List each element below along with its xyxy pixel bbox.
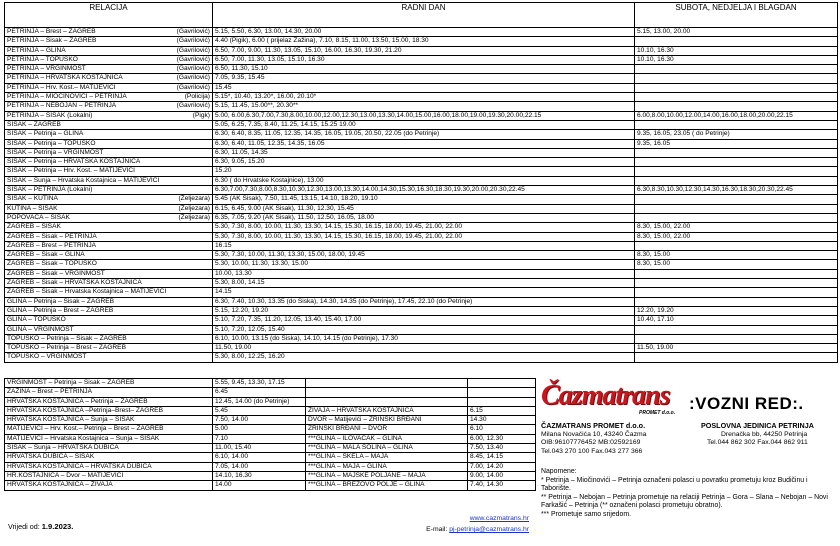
route-name-2: ŽIVAJA – HRVATSKA KOSTAJNICA bbox=[306, 406, 468, 415]
route-name-2: ***GLINA – SKELA – MAJA bbox=[306, 453, 468, 462]
route-name: HRVATSKA KOSTAJNICA – ŽIVAJA bbox=[5, 481, 213, 490]
route-operator: (Pigk) bbox=[192, 111, 210, 119]
lower-timetable-row bbox=[5, 406, 536, 415]
timetable-row bbox=[5, 204, 838, 213]
relacija-header: RELACIJA bbox=[5, 3, 213, 28]
route-operator: (Gavrilović) bbox=[176, 46, 210, 54]
weekday-times: 5.30, 10.00, 11.30, 13.30, 15.00 bbox=[213, 260, 635, 269]
route-times-2: 7.40, 14.30 bbox=[468, 481, 536, 490]
radni-dan-header: RADNI DAN bbox=[213, 3, 635, 28]
route-times: 7.10 bbox=[213, 434, 306, 443]
route-cell bbox=[5, 102, 213, 111]
route-name: HRVATSKA KOSTAJNICA – Sunja – SISAK bbox=[5, 416, 213, 425]
route-operator: (Gavrilović) bbox=[176, 37, 210, 45]
route-name: SISAK – Petrinja – VRGINMOST bbox=[7, 148, 104, 156]
website-link[interactable]: www.cazmatrans.hr bbox=[469, 515, 529, 522]
weekday-times: 5.45 (AK Sisak), 7.50, 11.45, 13.15, 14.10, 18.20, 19.10 bbox=[213, 195, 635, 204]
route-name: PETRINJA – Sisak – ZAGREB bbox=[7, 37, 97, 45]
route-cell bbox=[5, 130, 213, 139]
timetable-row bbox=[5, 74, 838, 83]
company-info-block bbox=[535, 380, 837, 542]
note-2: ** Petrinja – Nebojan – Petrinja prometuje na relaciji Petrinja – Gora – Slana – Nebojan – Novi Farkašić – Petrinja (** označeni polasci prometuju obratno). bbox=[541, 493, 828, 510]
route-times-2: 7.50, 13.40 bbox=[468, 444, 536, 453]
route-cell bbox=[5, 83, 213, 92]
main-timetable-body bbox=[5, 28, 838, 363]
weekday-times: 6.50, 7.00, 9.00, 11.30, 13.05, 15.10, 16.00, 16.30, 19.30, 21.20 bbox=[213, 46, 635, 55]
weekend-times bbox=[635, 353, 838, 362]
timetable-row bbox=[5, 241, 838, 250]
route-name-2: ***GLINA – ILOVAČAK – GLINA bbox=[306, 434, 468, 443]
weekend-times: 10.10, 16.30 bbox=[635, 46, 838, 55]
timetable-row bbox=[5, 232, 838, 241]
route-name: PETRINJA – Brest – ZAGREB bbox=[7, 28, 96, 35]
route-name: MATIJEVIĆI – Hrvatska Kostajnica – Sunja – SISAK bbox=[5, 434, 213, 443]
weekday-times: 5.30, 7.30, 10.00, 11.30, 13.30, 15.00, 18.00, 19.45 bbox=[213, 251, 635, 260]
weekday-times: 5.10, 7.20, 12.05, 15.40 bbox=[213, 325, 635, 334]
route-name: SISAK – PETRINJA (Lokalni) bbox=[7, 186, 93, 194]
company-tel: Tel.043 270 100 Fax.043 277 366 bbox=[541, 447, 643, 455]
weekend-times: 10.10, 16.30 bbox=[635, 55, 838, 64]
route-name: ZAGREB – Brest – PETRINJA bbox=[7, 241, 97, 249]
timetable-row bbox=[5, 213, 838, 222]
route-cell bbox=[5, 288, 213, 297]
weekday-times: 15.20 bbox=[213, 167, 635, 176]
route-name-2 bbox=[306, 379, 468, 388]
route-times: 5.55, 9.45, 13.30, 17.15 bbox=[213, 379, 306, 388]
route-name: ZAGREB – Sisak – VRGINMOST bbox=[7, 269, 105, 277]
route-name: HR.KOSTAJNICA – Dvor – MATIJEVIĆI bbox=[5, 471, 213, 480]
route-name: PETRINJA – MIOČINOVIĆI – PETRINJA bbox=[7, 93, 127, 101]
weekday-times: 6.15, 6.45, 9.00 (AK Sisak), 11.30, 12.30, 15.45 bbox=[213, 204, 635, 213]
company-details bbox=[541, 422, 646, 456]
route-times: 5.45 bbox=[213, 406, 306, 415]
lower-timetable-row bbox=[5, 425, 536, 434]
weekday-times: 16.15 bbox=[213, 241, 635, 250]
route-name: PETRINJA – GLINA bbox=[7, 46, 66, 54]
weekend-times bbox=[635, 148, 838, 157]
timetable-row bbox=[5, 325, 838, 334]
route-name: ZAGREB – Sisak – HRVATSKA KOSTAJNICA bbox=[7, 279, 142, 287]
route-name: POPOVAČA – SISAK bbox=[7, 213, 70, 221]
route-cell bbox=[5, 37, 213, 46]
timetable-row bbox=[5, 288, 838, 297]
route-cell bbox=[5, 167, 213, 176]
timetable-row bbox=[5, 139, 838, 148]
route-name: HRVATSKA DUBICA – SISAK bbox=[5, 453, 213, 462]
timetable-row bbox=[5, 297, 838, 306]
route-name: KUTINA – SISAK bbox=[7, 204, 58, 212]
weekday-times: 14.15 bbox=[213, 288, 635, 297]
route-name: TOPUSKO – Petrinja – Brest – ZAGREB bbox=[7, 344, 126, 352]
weekday-times: 5.00, 6.00,6.30,7.00,7.30,8.00,10.00,12.00,12.30,13.00,13.30,14.00,15.00,16.00,18.00,19.00,19.30,20.00,22.15 bbox=[213, 111, 635, 120]
route-name: PETRINJA – TOPUSKO bbox=[7, 55, 78, 63]
route-name: PETRINJA – SISAK (Lokalni) bbox=[7, 111, 93, 119]
weekday-times: 6.30, 11.05, 14.35 bbox=[213, 148, 635, 157]
weekend-times bbox=[635, 279, 838, 288]
timetable-row bbox=[5, 251, 838, 260]
route-cell bbox=[5, 297, 213, 306]
unit-details bbox=[701, 422, 814, 448]
route-name: HRVATSKA KOSTAJNICA – HRVATSKA DUBICA bbox=[5, 462, 213, 471]
timetable-row bbox=[5, 65, 838, 74]
weekend-times bbox=[635, 204, 838, 213]
route-name-2 bbox=[306, 388, 468, 397]
route-cell bbox=[5, 176, 213, 185]
weekday-times: 10.00, 13.30 bbox=[213, 269, 635, 278]
weekday-times: 5.15, 11.45, 15.00**, 20.30** bbox=[213, 102, 635, 111]
route-cell bbox=[5, 353, 213, 362]
timetable-row bbox=[5, 279, 838, 288]
route-name: PETRINJA – Hrv. Kost.– MATIJEVIĆI bbox=[7, 83, 116, 91]
route-times: 12.45, 14.00 (do Petrinje) bbox=[213, 397, 306, 406]
route-times-2: 6.15 bbox=[468, 406, 536, 415]
route-cell bbox=[5, 55, 213, 64]
timetable-row bbox=[5, 260, 838, 269]
lower-timetable-row bbox=[5, 379, 536, 388]
route-name: GLINA – TOPUSKO bbox=[7, 316, 66, 324]
valid-date: 1.9.2023. bbox=[41, 522, 74, 531]
route-cell bbox=[5, 279, 213, 288]
timetable-row bbox=[5, 186, 838, 195]
timetable-row bbox=[5, 269, 838, 278]
timetable-row bbox=[5, 306, 838, 315]
weekday-times: 6.50, 11.30, 15.10 bbox=[213, 65, 635, 74]
route-operator: (Gavrilović) bbox=[176, 55, 210, 63]
route-operator: (Gavrilović) bbox=[176, 65, 210, 73]
route-name: ZAGREB – Sisak – TOPUSKO bbox=[7, 260, 97, 268]
route-cell bbox=[5, 251, 213, 260]
weekday-times: 5.30, 8.00, 14.15 bbox=[213, 279, 635, 288]
weekday-times: 6.35, 7.05, 9.20 (AK Sisak), 11.50, 12.50, 16.05, 18.00 bbox=[213, 213, 635, 222]
weekend-times bbox=[635, 176, 838, 185]
timetable-row bbox=[5, 148, 838, 157]
route-name-2: ***GLINA – MALA SOLINA – GLINA bbox=[306, 444, 468, 453]
route-operator: (Gavrilović) bbox=[176, 28, 210, 35]
route-cell bbox=[5, 232, 213, 241]
cazmatrans-logo: Čazmatrans PROMET d.o.o. bbox=[541, 380, 676, 416]
weekend-times bbox=[635, 213, 838, 222]
weekday-times: 6.30, 7.40, 10.30, 13.35 (do Siska), 14.30, 14.35 (do Petrinje), 17.45, 22.10 (do Petrinje) bbox=[213, 297, 635, 306]
timetable-row bbox=[5, 176, 838, 185]
timetable-row bbox=[5, 120, 838, 129]
timetable-row bbox=[5, 334, 838, 343]
lower-timetable-row bbox=[5, 453, 536, 462]
weekday-times: 5.15, 5.50, 6.30, 13.00, 14.30, 20.00 bbox=[213, 28, 635, 37]
timetable-row bbox=[5, 344, 838, 353]
weekend-times: 6.00,8.00,10.00,12.00,14.00,16.00,18.00,20.00,22.15 bbox=[635, 111, 838, 120]
route-name: HRVATSKA KOSTAJNICA –Petrinja–Brest– ZAGREB bbox=[5, 406, 213, 415]
weekday-times: 11.50, 19.00 bbox=[213, 344, 635, 353]
weekend-times: 8.30, 15.00, 22.00 bbox=[635, 232, 838, 241]
email-line: E-mail: pj-petrinja@cazmatrans.hr bbox=[426, 526, 529, 533]
weekday-times: 6.30, 9.05, 15.20 bbox=[213, 158, 635, 167]
route-name: SISAK – KUTINA bbox=[7, 195, 58, 203]
subota-header: SUBOTA, NEDJELJA I BLAGDAN bbox=[635, 3, 838, 28]
route-name: TOPUSKO – Petrinja – Sisak – ZAGREB bbox=[7, 334, 127, 342]
route-cell bbox=[5, 46, 213, 55]
route-name: SISAK – Petrinja – GLINA bbox=[7, 130, 84, 138]
route-cell bbox=[5, 241, 213, 250]
route-name-2: DVOR – Matijevići – ZRINSKI BRĐANI bbox=[306, 416, 468, 425]
route-cell bbox=[5, 28, 213, 37]
note-3: *** Prometuje samo srijedom. bbox=[541, 510, 631, 518]
timetable-row bbox=[5, 28, 838, 37]
route-times-2: 6.10 bbox=[468, 425, 536, 434]
route-name: TOPUSKO – VRGINMOST bbox=[7, 353, 87, 361]
weekend-times: 8.30, 15.00 bbox=[635, 260, 838, 269]
weekend-times bbox=[635, 65, 838, 74]
lower-timetable-row bbox=[5, 444, 536, 453]
route-name: VRGINMOST – Petrinja – Sisak – ZAGREB bbox=[5, 379, 213, 388]
route-cell bbox=[5, 334, 213, 343]
lower-timetable-row bbox=[5, 481, 536, 490]
route-times-2: 8.45, 14.15 bbox=[468, 453, 536, 462]
timetable-row bbox=[5, 316, 838, 325]
timetable-row bbox=[5, 130, 838, 139]
route-cell bbox=[5, 111, 213, 120]
route-times-2: 14.30 bbox=[468, 416, 536, 425]
route-operator: (Željezara) bbox=[178, 213, 210, 221]
route-name: PETRINJA – VRGINMOST bbox=[7, 65, 86, 73]
route-name-2: ***GLINA – MAJSKE POLJANE – MAJA bbox=[306, 471, 468, 480]
route-times: 7.05, 14.00 bbox=[213, 462, 306, 471]
weekday-times: 5.30, 7.30, 8.00, 10.00, 11.30, 13.30, 14.15, 15.30, 16.15, 18.00, 19.45, 21.00, 22.00 bbox=[213, 223, 635, 232]
route-cell bbox=[5, 223, 213, 232]
route-name: GLINA – Petrinja – Brest – ZAGREB bbox=[7, 306, 114, 314]
route-times-2: 6.00, 12.30 bbox=[468, 434, 536, 443]
route-name-2: ZRINSKI BRĐANI – DVOR bbox=[306, 425, 468, 434]
weekend-times: 9.35, 16.05, 23.05 ( do Petrinje) bbox=[635, 130, 838, 139]
route-name: PETRINJA – HRVATSKA KOSTAJNICA bbox=[7, 74, 123, 82]
route-name: PETRINJA – NEBOJAN – PETRINJA bbox=[7, 102, 117, 110]
main-timetable bbox=[4, 2, 838, 363]
weekend-times bbox=[635, 241, 838, 250]
lower-timetable-row bbox=[5, 462, 536, 471]
route-operator: (Gavrilović) bbox=[176, 102, 210, 110]
timetable-row bbox=[5, 55, 838, 64]
route-operator: (Gavrilović) bbox=[176, 74, 210, 82]
weekend-times: 6.30,8.30,10.30,12.30,14.30,16.30,18.30,20.30,22.45 bbox=[635, 186, 838, 195]
weekday-times: 5.15, 12.20, 19.20 bbox=[213, 306, 635, 315]
weekday-times: 6.30, 6.40, 8.35, 11.05, 12.35, 14.35, 16.05, 19.05, 20.50, 22.05 (do Petrinje) bbox=[213, 130, 635, 139]
route-operator: (Željezara) bbox=[178, 195, 210, 203]
footer bbox=[4, 510, 535, 542]
weekend-times bbox=[635, 102, 838, 111]
route-times: 11.00, 15.40 bbox=[213, 444, 306, 453]
weekend-times: 9.35, 16.05 bbox=[635, 139, 838, 148]
note-1: * Petrinja – Miočinovići – Petrinja označeni polasci u povratku prometuju kroz Budičinu i Taborište. bbox=[541, 476, 808, 493]
weekday-times: 5.10, 7.20, 7.35, 11.20, 12.05, 13.40, 15.40, 17.00 bbox=[213, 316, 635, 325]
route-name: SISAK – ZAGREB bbox=[7, 120, 61, 128]
weekend-times bbox=[635, 93, 838, 102]
timetable-row bbox=[5, 353, 838, 362]
route-cell bbox=[5, 325, 213, 334]
timetable-row bbox=[5, 37, 838, 46]
weekday-times: 5.15*, 10.40, 13.20*, 16.00, 20.10* bbox=[213, 93, 635, 102]
weekend-times bbox=[635, 269, 838, 278]
weekend-times: 5.15, 13.00, 20.00 bbox=[635, 28, 838, 37]
weekend-times: 8.30, 15.00 bbox=[635, 251, 838, 260]
route-operator: (Policija) bbox=[184, 93, 210, 101]
route-times: 7.50, 14.00 bbox=[213, 416, 306, 425]
route-cell bbox=[5, 65, 213, 74]
route-times-2 bbox=[468, 388, 536, 397]
weekend-times bbox=[635, 325, 838, 334]
route-name: ZAŽINA – Brest – PETRINJA bbox=[5, 388, 213, 397]
weekend-times bbox=[635, 334, 838, 343]
route-name: SISAK – Petrinja – HRVATSKA KOSTAJNICA bbox=[7, 158, 141, 166]
route-times: 6.45 bbox=[213, 388, 306, 397]
timetable-row bbox=[5, 93, 838, 102]
route-name: ZAGREB – Sisak – PETRINJA bbox=[7, 232, 97, 240]
unit-tel: Tel.044 862 302 Fax.044 862 911 bbox=[707, 439, 808, 447]
company-address: Milana Novačića 10, 43240 Čazma bbox=[541, 431, 647, 439]
timetable-row bbox=[5, 46, 838, 55]
weekend-times bbox=[635, 120, 838, 129]
weekday-times: 5.05, 6.25, 7.35, 8.40, 11.25, 14.15, 15.25 19.00 bbox=[213, 120, 635, 129]
header-row bbox=[5, 3, 838, 28]
weekday-times: 15.45 bbox=[213, 83, 635, 92]
route-name: ZAGREB – Sisak – GLINA bbox=[7, 251, 85, 259]
route-name-2: ***GLINA – MAJA – GLINA bbox=[306, 462, 468, 471]
route-cell bbox=[5, 93, 213, 102]
lower-timetable-row bbox=[5, 434, 536, 443]
route-times-2 bbox=[468, 379, 536, 388]
route-cell bbox=[5, 139, 213, 148]
email-link[interactable]: pj-petrinja@cazmatrans.hr bbox=[449, 526, 529, 533]
lower-timetable-row bbox=[5, 416, 536, 425]
route-times-2 bbox=[468, 397, 536, 406]
weekday-times: 4.40 (Pigik), 6.00 ( prijelaz Zažina), 7.10, 8.15, 11.00, 13.50, 15.00, 18.30 bbox=[213, 37, 635, 46]
route-cell bbox=[5, 316, 213, 325]
route-name-2: ***GLINA – BREZOVO POLJE – GLINA bbox=[306, 481, 468, 490]
lower-timetable-row bbox=[5, 388, 536, 397]
unit-address: Drenačka bb, 44250 Petrinja bbox=[721, 431, 808, 439]
route-cell bbox=[5, 74, 213, 83]
timetable-page bbox=[4, 2, 837, 542]
lower-timetable-row bbox=[5, 397, 536, 406]
weekend-times bbox=[635, 288, 838, 297]
weekend-times bbox=[635, 37, 838, 46]
route-cell bbox=[5, 204, 213, 213]
lower-timetable-row bbox=[5, 471, 536, 480]
company-oib: OIB:96107776452 MB:02592169 bbox=[541, 439, 641, 447]
timetable-row bbox=[5, 111, 838, 120]
lower-timetable-body bbox=[5, 379, 536, 491]
weekday-times: 6.30, 6.40, 11.05, 12.35, 14.35, 16.05 bbox=[213, 139, 635, 148]
timetable-row bbox=[5, 83, 838, 92]
valid-from: Vrijedi od: 1.9.2023. bbox=[8, 522, 74, 531]
route-operator: (Gavrilović) bbox=[176, 83, 210, 91]
route-cell bbox=[5, 306, 213, 315]
route-name: SISAK – Petrinja – TOPUSKO bbox=[7, 139, 96, 147]
route-name: SISAK – Sunja – Hrvatska Kostajnica – MATIJEVIĆI bbox=[7, 176, 160, 184]
weekday-times: 5.30, 7.30, 8.00, 10.00, 11.30, 13.30, 14.15, 15.30, 16.15, 18.00, 19.45, 21.00, 22.00 bbox=[213, 232, 635, 241]
weekend-times bbox=[635, 83, 838, 92]
route-cell bbox=[5, 195, 213, 204]
route-times-2: 9.00, 14.00 bbox=[468, 471, 536, 480]
weekend-times bbox=[635, 195, 838, 204]
notes bbox=[541, 468, 833, 520]
route-name: ZAGREB – SISAK bbox=[7, 223, 61, 231]
route-name-2 bbox=[306, 397, 468, 406]
route-name: GLINA – Petrinja – Sisak – ZAGREB bbox=[7, 297, 115, 305]
timetable-row bbox=[5, 158, 838, 167]
route-cell bbox=[5, 158, 213, 167]
weekday-times: 7.05, 9.35, 15.45 bbox=[213, 74, 635, 83]
route-times: 6.10, 14.00 bbox=[213, 453, 306, 462]
route-cell bbox=[5, 260, 213, 269]
weekend-times bbox=[635, 74, 838, 83]
weekend-times: 10.40, 17.10 bbox=[635, 316, 838, 325]
route-times: 14.00 bbox=[213, 481, 306, 490]
timetable-row bbox=[5, 167, 838, 176]
timetable-row bbox=[5, 195, 838, 204]
vozni-red-title: :VOZNI RED:. bbox=[689, 394, 804, 413]
timetable-row bbox=[5, 223, 838, 232]
route-times-2: 7.00, 14.20 bbox=[468, 462, 536, 471]
weekend-times: 12.20, 19.20 bbox=[635, 306, 838, 315]
weekday-times: 6.50, 7.00, 11.30, 13.05, 15.10, 16.30 bbox=[213, 55, 635, 64]
company-name: ČAZMATRANS PROMET d.o.o. bbox=[541, 421, 646, 430]
weekend-times bbox=[635, 297, 838, 306]
route-cell bbox=[5, 148, 213, 157]
weekend-times bbox=[635, 158, 838, 167]
weekday-times: 6.30 ( do Hrvatske Kostajnice), 13.00 bbox=[213, 176, 635, 185]
route-name: HRVATSKA KOSTAJNICA – Petrinja – ZAGREB bbox=[5, 397, 213, 406]
route-cell bbox=[5, 344, 213, 353]
route-cell bbox=[5, 186, 213, 195]
route-name: MATIJEVIĆI – Hrv. Kost.– Petrinja – Brest – ZAGREB bbox=[5, 425, 213, 434]
weekday-times: 6.10, 10.00, 13.15 (do Siska), 14.10, 14.15 (do Petrinje), 17.30 bbox=[213, 334, 635, 343]
weekday-times: 6.30,7.00,7.30,8.00,8.30,10.30,12.30,13.00,13.30,14.00,14.30,15.30,16.30,18.30,19.30,20.00,20.30,22.45 bbox=[213, 186, 635, 195]
route-cell bbox=[5, 269, 213, 278]
route-cell bbox=[5, 213, 213, 222]
route-name: SISAK – Petrinja – Hrv. Kost. – MATIJEVIĆI bbox=[7, 167, 136, 175]
unit-name: POSLOVNA JEDINICA PETRINJA bbox=[701, 421, 814, 430]
weekend-times bbox=[635, 167, 838, 176]
route-name: SISAK – Sunja – HRVATSKA DUBICA bbox=[5, 444, 213, 453]
route-cell bbox=[5, 120, 213, 129]
route-name: GLINA – VRGINMOST bbox=[7, 325, 74, 333]
route-operator: (Željezara) bbox=[178, 204, 210, 212]
weekend-times: 8.30, 15.00, 22.00 bbox=[635, 223, 838, 232]
weekday-times: 5.30, 8.00, 12.25, 16.20 bbox=[213, 353, 635, 362]
route-times: 14.10, 16.30 bbox=[213, 471, 306, 480]
notes-title: Napomene: bbox=[541, 468, 577, 475]
route-times: 5.00 bbox=[213, 425, 306, 434]
weekend-times: 11.50, 19.00 bbox=[635, 344, 838, 353]
lower-timetable bbox=[4, 378, 536, 491]
timetable-row bbox=[5, 102, 838, 111]
route-name: ZAGREB – Sisak – Hrvatska Kostajnica – MATIJEVIĆI bbox=[7, 288, 167, 296]
